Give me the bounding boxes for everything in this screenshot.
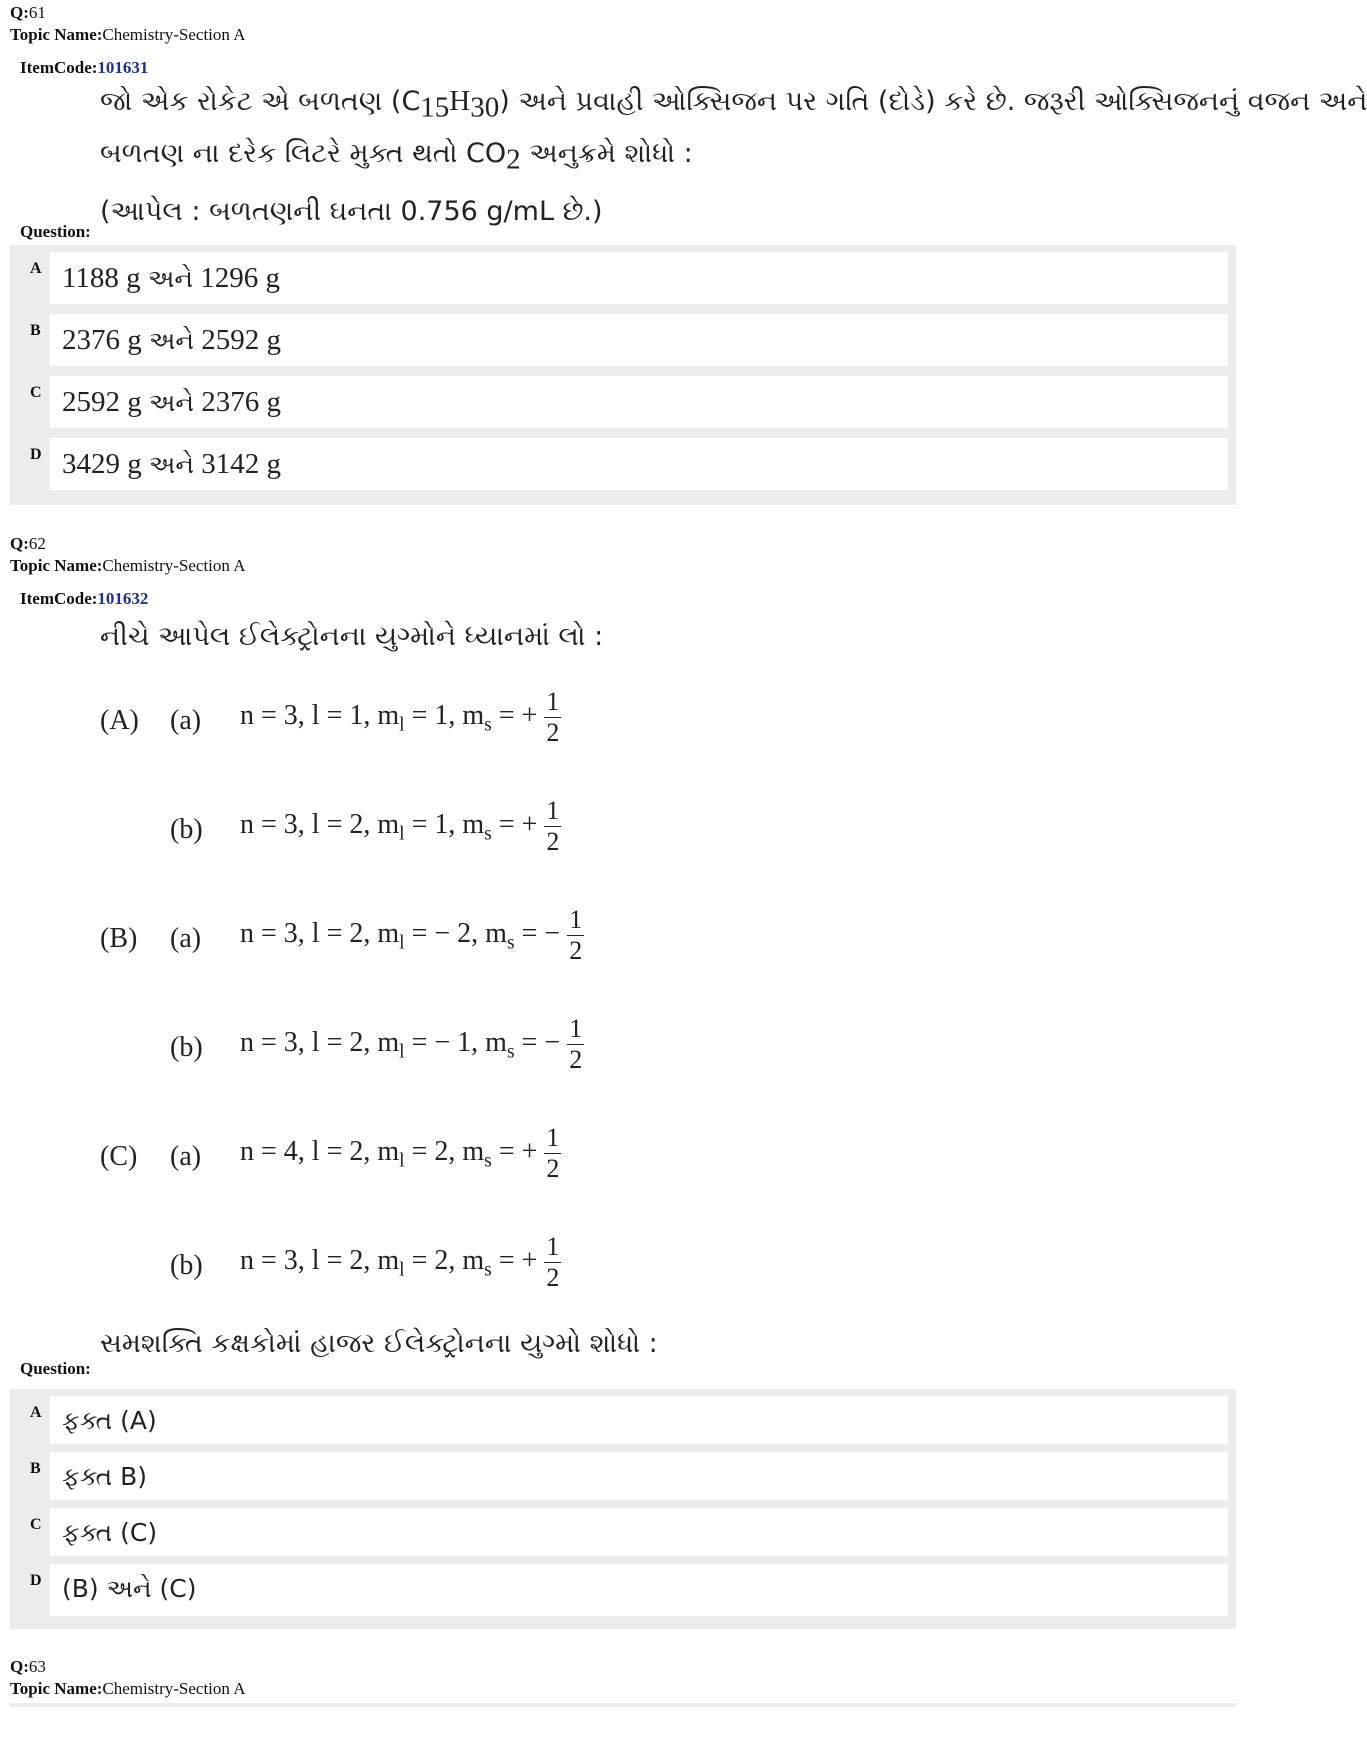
- pair-group-label: (A): [100, 705, 139, 736]
- q61-header: [10, 2, 245, 46]
- q62-outro: સમશક્તિ કક્ષકોમાં હાજર ઈલેક્ટ્રોનના યુગ્મો શોધો :: [100, 1328, 658, 1359]
- q61-question-line2: બળતણ ના દરેક લિટરે મુક્ત થતો $CO_2$ અનુક્રમે શોધો :: [100, 138, 693, 176]
- q62-option-c[interactable]: C ફક્ત (C): [20, 1508, 1228, 1556]
- q63-topic: Chemistry-Section A: [102, 1679, 246, 1698]
- option-letter: A: [30, 1404, 42, 1421]
- topic-label: Topic Name:: [10, 25, 103, 44]
- option-letter: C: [30, 384, 42, 401]
- q61-option-d[interactable]: D 3429 g અને 3142 g: [20, 438, 1228, 490]
- quantum-numbers: n = 3, l = 2, $m_l = 2$, $m_s$ = + $\frac{1}{2}$: [240, 1232, 560, 1292]
- q63-number: 63: [28, 1657, 46, 1676]
- q62-question-area: [10, 581, 1236, 1389]
- option-letter: B: [30, 1460, 41, 1477]
- pair-sub-label: (b): [170, 1032, 203, 1063]
- topic-label: Topic Name:: [10, 556, 103, 575]
- option-letter: A: [30, 260, 42, 277]
- q61-option-b[interactable]: B 2376 g અને 2592 g: [20, 314, 1228, 366]
- quantum-numbers: n = 4, l = 2, $m_l = 2$, $m_s$ = + $\frac{1}{2}$: [240, 1123, 560, 1183]
- option-letter: C: [30, 1516, 42, 1533]
- pair-sub-label: (a): [170, 1141, 202, 1172]
- q61-topic: Chemistry-Section A: [102, 25, 246, 44]
- pair-group-label: (C): [100, 1141, 138, 1172]
- quantum-numbers: n = 3, l = 2, $m_l = 1$, $m_s$ = + $\frac{1}{2}$: [240, 796, 560, 856]
- quantum-numbers: n = 3, l = 1, $m_l = 1$, $m_s$ = + $\frac{1}{2}$: [240, 687, 560, 747]
- q62-question-label: Question:: [20, 1359, 91, 1378]
- q62-option-d[interactable]: D (B) અને (C): [20, 1564, 1228, 1616]
- q61-number: 61: [28, 3, 46, 22]
- topic-label: Topic Name:: [10, 1679, 103, 1698]
- pair-sub-label: (a): [170, 705, 202, 736]
- q-label: Q:: [10, 534, 29, 553]
- q62-option-b[interactable]: B ફક્ત B): [20, 1452, 1228, 1500]
- option-letter: B: [30, 322, 41, 339]
- quantum-numbers: n = 3, l = 2, $m_l$ = − 2, $m_s$ = − $\frac{1}{2}$: [240, 905, 583, 965]
- q62-intro: નીચે આપેલ ઈલેક્ટ્રોનના યુગ્મોને ધ્યાનમાં લો :: [100, 621, 604, 652]
- q61-option-a[interactable]: A 1188 g અને 1296 g: [20, 252, 1228, 304]
- q62-card: [10, 581, 1236, 1629]
- q62-item-code: ItemCode:101632: [20, 589, 149, 608]
- q-label: Q:: [10, 1657, 29, 1676]
- q61-card: [10, 50, 1367, 505]
- q-label: Q:: [10, 3, 29, 22]
- pair-sub-label: (b): [170, 814, 203, 845]
- pair-sub-label: (b): [170, 1250, 203, 1281]
- q61-item-code: ItemCode:101631: [20, 58, 149, 77]
- q62-topic: Chemistry-Section A: [102, 556, 246, 575]
- option-letter: D: [30, 1572, 42, 1589]
- q62-number: 62: [28, 534, 46, 553]
- q62-header: [10, 533, 245, 577]
- q61-option-c[interactable]: C 2592 g અને 2376 g: [20, 376, 1228, 428]
- q61-question-label: Question:: [20, 222, 91, 241]
- q63-header: [10, 1656, 245, 1700]
- q61-question-area: [10, 50, 1367, 245]
- q61-question-line3: (આપેલ : બળતણની ઘનતા 0.756 g/mL છે.): [100, 196, 603, 227]
- quantum-numbers: n = 3, l = 2, $m_l$ = − 1, $m_s$ = − $\frac{1}{2}$: [240, 1014, 583, 1074]
- q62-option-a[interactable]: A ફક્ત (A): [20, 1396, 1228, 1444]
- pair-sub-label: (a): [170, 923, 202, 954]
- option-letter: D: [30, 446, 42, 463]
- q63-card-top: [10, 1703, 1236, 1707]
- pair-group-label: (B): [100, 923, 138, 954]
- q61-question-line1: જો એક રોકેટ એ બળતણ $(C_{15}H_{30})$ અને પ્રવાહી ઓક્સિજન પર ગતિ (દોડે) કરે છે. જરૂરી ઓક્સિજનનું વજન અને: [100, 85, 1367, 124]
